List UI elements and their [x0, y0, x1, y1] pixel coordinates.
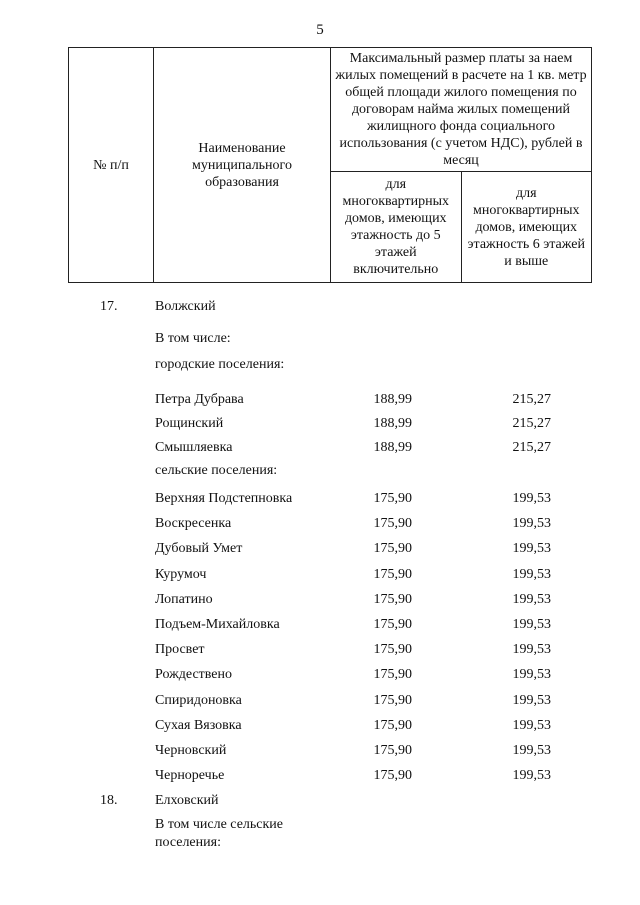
urban-heading: городские поселения:	[155, 357, 285, 372]
settlement-name: Сухая Вязовка	[155, 717, 242, 733]
header-max-payment: Максимальный размер платы за наем жилых помещений в расчете на 1 кв. метр общей площади жилого помещения по договорам найма жилых помещений жилищного фонда социального использования (с учетом НДС), рублей в месяц	[331, 48, 592, 172]
section-18-number: 18.	[100, 793, 118, 808]
table-row	[0, 567, 640, 585]
table-row	[0, 516, 640, 534]
rate-6-plus-floors: 215,27	[512, 392, 551, 407]
table-row	[0, 491, 640, 509]
settlement-name: Курумоч	[155, 566, 207, 582]
settlement-name: Рощинский	[155, 416, 224, 431]
table-row	[0, 392, 640, 410]
settlement-name: Черноречье	[155, 768, 225, 784]
rate-up-to-5-floors: 188,99	[373, 392, 412, 407]
table-row	[0, 592, 640, 610]
rate-up-to-5-floors: 188,99	[373, 416, 412, 431]
section-17-title: Волжский	[155, 299, 216, 314]
section-18-title: Елховский	[155, 793, 219, 808]
settlement-name: Спиридоновка	[155, 692, 242, 708]
settlement-name: Воскресенка	[155, 516, 232, 532]
table-row	[0, 718, 640, 736]
header-col-6-plus: для многоквартирных домов, имеющих этажность 6 этажей и выше	[461, 172, 592, 283]
page-number: 5	[316, 22, 324, 38]
header-table	[68, 47, 592, 283]
rate-up-to-5-floors: 188,99	[373, 440, 412, 455]
rural-heading: сельские поселения:	[155, 463, 278, 478]
rate-up-to-5-floors: 175,90	[373, 768, 412, 784]
settlement-name: Верхняя Подстепновка	[155, 491, 293, 506]
rate-6-plus-floors: 199,53	[512, 541, 551, 557]
rate-6-plus-floors: 199,53	[512, 591, 551, 607]
table-row	[0, 440, 640, 458]
settlement-name: Подъем-Михайловка	[155, 617, 280, 632]
rate-up-to-5-floors: 175,90	[373, 591, 412, 607]
settlement-name: Лопатино	[155, 591, 213, 607]
table-row	[0, 642, 640, 660]
rate-6-plus-floors: 199,53	[512, 768, 551, 784]
header-col-up-to-5: для многоквартирных домов, имеющих этажность до 5 этажей включительно	[331, 172, 462, 283]
section-18-including: В том числе сельские поселения:	[155, 817, 284, 850]
settlement-name: Просвет	[155, 642, 205, 658]
rate-up-to-5-floors: 175,90	[373, 642, 412, 658]
rate-up-to-5-floors: 175,90	[373, 743, 412, 758]
table-row	[0, 617, 640, 635]
rate-up-to-5-floors: 175,90	[373, 717, 412, 733]
rate-6-plus-floors: 215,27	[512, 416, 551, 431]
table-row	[0, 768, 640, 786]
rate-6-plus-floors: 215,27	[512, 440, 551, 455]
rate-up-to-5-floors: 175,90	[373, 516, 412, 532]
rate-6-plus-floors: 199,53	[512, 692, 551, 708]
table-row	[0, 743, 640, 761]
rate-up-to-5-floors: 175,90	[373, 566, 412, 582]
rate-6-plus-floors: 199,53	[512, 743, 551, 758]
table-row	[0, 667, 640, 685]
rate-6-plus-floors: 199,53	[512, 667, 551, 683]
rate-6-plus-floors: 199,53	[512, 566, 551, 582]
rate-up-to-5-floors: 175,90	[373, 541, 412, 557]
settlement-name: Дубовый Умет	[155, 541, 243, 557]
rate-up-to-5-floors: 175,90	[373, 617, 412, 632]
rate-6-plus-floors: 199,53	[512, 717, 551, 733]
rate-up-to-5-floors: 175,90	[373, 491, 412, 506]
rate-up-to-5-floors: 175,90	[373, 667, 412, 683]
section-17-number: 17.	[100, 299, 118, 314]
rate-6-plus-floors: 199,53	[512, 642, 551, 658]
rate-6-plus-floors: 199,53	[512, 617, 551, 632]
rate-up-to-5-floors: 175,90	[373, 692, 412, 708]
settlement-name: Рождествено	[155, 667, 233, 683]
table-row	[0, 416, 640, 434]
settlement-name: Петра Дубрава	[155, 392, 244, 407]
header-municipality: Наименование муниципального образования	[154, 48, 331, 283]
header-number: № п/п	[69, 48, 154, 283]
section-17-including: В том числе:	[155, 331, 231, 346]
rate-6-plus-floors: 199,53	[512, 491, 551, 506]
table-row	[0, 693, 640, 711]
rate-6-plus-floors: 199,53	[512, 516, 551, 532]
settlement-name: Черновский	[155, 743, 227, 758]
settlement-name: Смышляевка	[155, 440, 233, 455]
table-row	[0, 541, 640, 559]
